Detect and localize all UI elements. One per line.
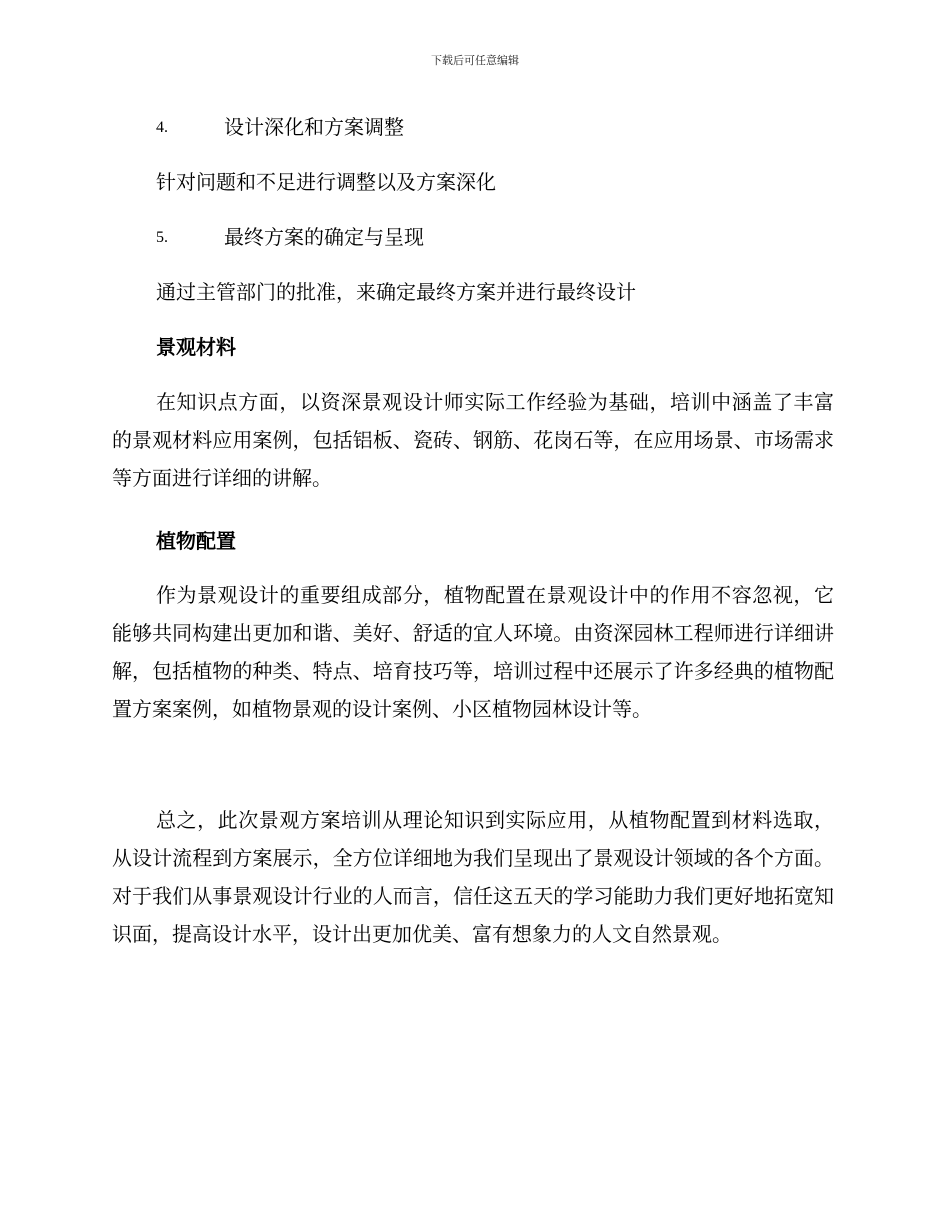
materials-heading: 景观材料	[156, 335, 236, 359]
summary-paragraph: 总之，此次景观方案培训从理论知识到实际应用，从植物配置到材料选取，从设计流程到方案展示，全方位详细地为我们呈现出了景观设计领域的各个方面。对于我们从事景观设计行业的人而言，信任这五天的学习能助力我们更好地拓宽知识面，提高设计水平，设计出更加优美、富有想象力的人文自然景观。	[112, 808, 834, 946]
step-5-title: 最终方案的确定与呈现	[224, 225, 424, 249]
step-4-number: 4.	[156, 119, 168, 136]
plants-paragraph: 作为景观设计的重要组成部分，植物配置在景观设计中的作用不容忽视，它能够共同构建出更加和谐、美好、舒适的宜人环境。由资深园林工程师进行详细讲解，包括植物的种类、特点、培育技巧等，培训过程中还展示了许多经典的植物配置方案案例，如植物景观的设计案例、小区植物园林设计等。	[112, 583, 834, 721]
page-header: 下载后可任意编辑	[431, 54, 519, 67]
step-5-number: 5.	[156, 229, 168, 246]
plants-heading: 植物配置	[156, 529, 236, 553]
step-4-title: 设计深化和方案调整	[224, 115, 404, 139]
step-4-description: 针对问题和不足进行调整以及方案深化	[156, 170, 496, 194]
step-5-description: 通过主管部门的批准，来确定最终方案并进行最终设计	[156, 280, 636, 304]
materials-paragraph: 在知识点方面，以资深景观设计师实际工作经验为基础，培训中涵盖了丰富的景观材料应用案例，包括铝板、瓷砖、钢筋、花岗石等，在应用场景、市场需求等方面进行详细的讲解。	[112, 390, 834, 490]
